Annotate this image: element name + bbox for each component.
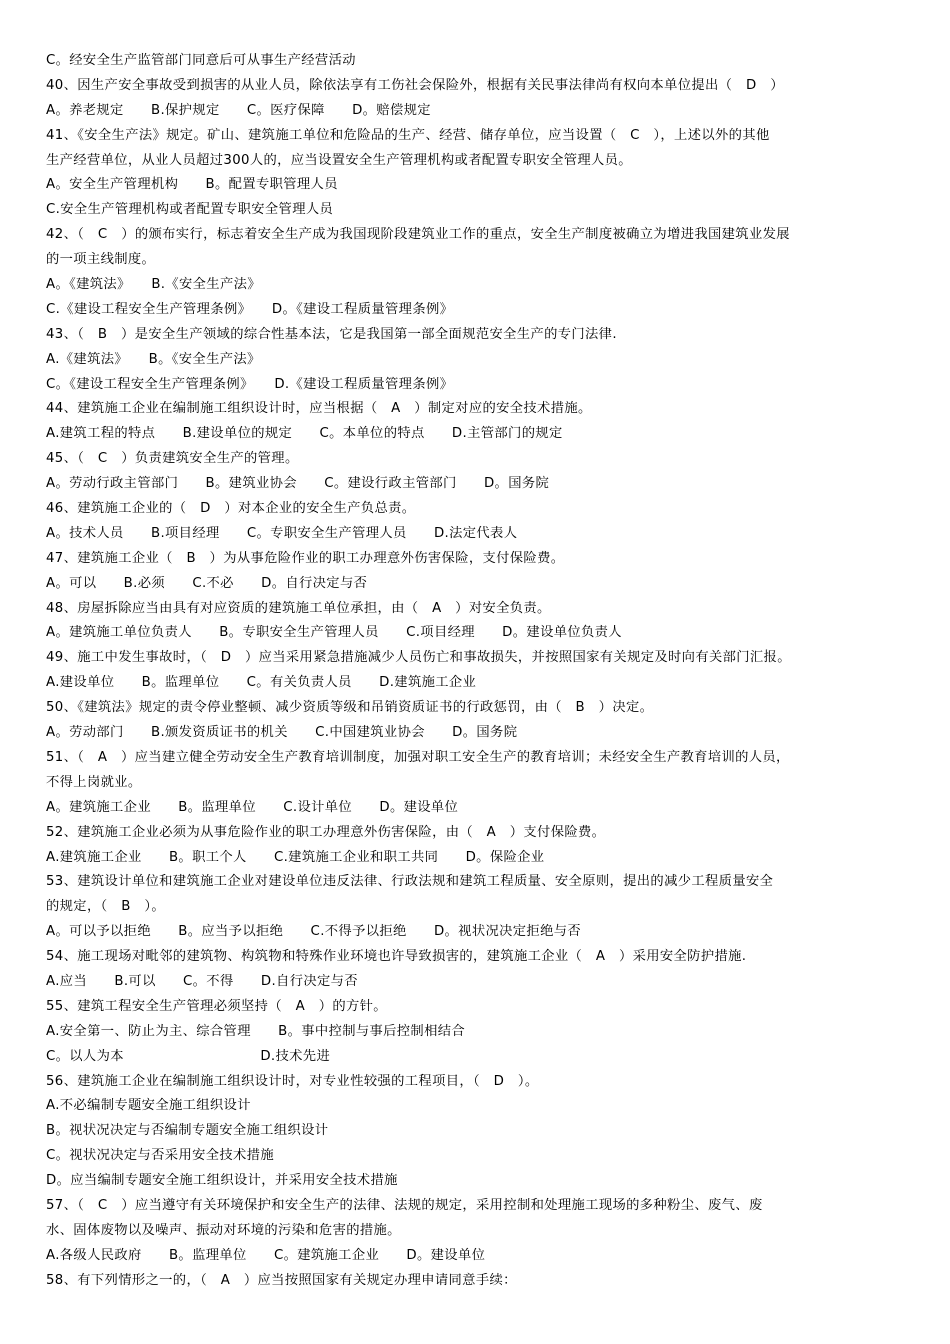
text-line: 58、有下列情形之一的，（ A ）应当按照国家有关规定办理申请同意手续： <box>46 1272 517 1288</box>
text-line: 48、房屋拆除应当由具有对应资质的建筑施工单位承担，由（ A ）对安全负责。 <box>46 600 551 616</box>
text-line: 40、因生产安全事故受到损害的从业人员，除依法享有工伤社会保险外，根据有关民事法律尚有权向本单位提出（ D ） <box>46 77 784 93</box>
text-line: 50、《建筑法》规定的责令停业整顿、减少资质等级和吊销资质证书的行政惩罚，由（ B ）决定。 <box>46 700 654 716</box>
text-line: B。视状况决定与否编制专题安全施工组织设计 <box>46 1123 329 1139</box>
text-line: A.安全第一、防止为主、综合管理 B。事中控制与事后控制相结合 <box>46 1023 466 1039</box>
text-line: 56、建筑施工企业在编制施工组织设计时，对专业性较强的工程项目，（ D ）。 <box>46 1073 539 1089</box>
text-line: A.不必编制专题安全施工组织设计 <box>46 1098 251 1114</box>
text-line: A。劳动部门 B.颁发资质证书的机关 C.中国建筑业协会 D。国务院 <box>46 725 518 741</box>
text-line: A.建设单位 B。监理单位 C。有关负责人员 D.建筑施工企业 <box>46 675 477 691</box>
text-line: A.各级人民政府 B。监理单位 C。建筑施工企业 D。建设单位 <box>46 1247 486 1263</box>
text-line: A。建筑施工单位负责人 B。专职安全生产管理人员 C.项目经理 D。建设单位负责人 <box>46 625 622 641</box>
text-line: C。《建设工程安全生产管理条例》 D.《建设工程质量管理条例》 <box>46 376 454 392</box>
text-line: 49、施工中发生事故时，（ D ）应当采用紧急措施减少人员伤亡和事故损失，并按照国家有关规定及时向有关部门汇报。 <box>46 650 791 666</box>
text-line: C.《建设工程安全生产管理条例》 D。《建设工程质量管理条例》 <box>46 301 454 317</box>
text-line: A。安全生产管理机构 B。配置专职管理人员 <box>46 177 338 193</box>
text-line: 53、建筑设计单位和建筑施工企业对建设单位违反法律、行政法规和建筑工程质量、安全原则，提出的减少工程质量安全 <box>46 874 774 890</box>
text-line: 43、（ B ）是安全生产领域的综合性基本法，它是我国第一部全面规范安全生产的专门法律. <box>46 326 617 342</box>
text-line: C.安全生产管理机构或者配置专职安全管理人员 <box>46 202 334 218</box>
text-line: A.《建筑法》 B。《安全生产法》 <box>46 351 261 367</box>
text-line: 不得上岗就业。 <box>46 774 142 790</box>
text-line: 42、（ C ）的颁布实行，标志着安全生产成为我国现阶段建筑业工作的重点，安全生产制度被确立为增进我国建筑业发展 <box>46 227 790 243</box>
text-line: A.建筑施工企业 B。职工个人 C.建筑施工企业和职工共同 D。保险企业 <box>46 849 545 865</box>
text-line: 57、（ C ）应当遵守有关环境保护和安全生产的法律、法规的规定，采用控制和处理施工现场的多种粉尘、废气、废 <box>46 1197 763 1213</box>
text-line: A。养老规定 B.保护规定 C。医疗保障 D。赔偿规定 <box>46 102 431 118</box>
text-line: A.建筑工程的特点 B.建设单位的规定 C。本单位的特点 D.主管部门的规定 <box>46 426 563 442</box>
text-line: 45、（ C ）负责建筑安全生产的管理。 <box>46 451 299 467</box>
text-line: 41、《安全生产法》规定。矿山、建筑施工单位和危险品的生产、经营、储存单位，应当设置（ C ），上述以外的其他 <box>46 127 770 143</box>
text-line: 的规定，（ B ）。 <box>46 899 165 915</box>
text-line: A。技术人员 B.项目经理 C。专职安全生产管理人员 D.法定代表人 <box>46 525 518 541</box>
text-line: 55、建筑工程安全生产管理必须坚持（ A ）的方针。 <box>46 998 387 1014</box>
text-line: C。经安全生产监管部门同意后可从事生产经营活动 <box>46 53 356 68</box>
text-line: 生产经营单位，从业人员超过300人的，应当设置安全生产管理机构或者配置专职安全管理人员。 <box>46 152 632 168</box>
text-line: 54、施工现场对毗邻的建筑物、构筑物和特殊作业环境也许导致损害的，建筑施工企业（ A ）采用安全防护措施. <box>46 949 747 965</box>
document-page <box>46 49 908 1294</box>
text-line: A。可以予以拒绝 B。应当予以拒绝 C.不得予以拒绝 D。视状况决定拒绝与否 <box>46 924 582 940</box>
text-line: 51、（ A ）应当建立健全劳动安全生产教育培训制度，加强对职工安全生产的教育培训；未经安全生产教育培训的人员， <box>46 749 790 765</box>
text-line: 的一项主线制度。 <box>46 252 156 268</box>
text-line: 47、建筑施工企业（ B ）为从事危险作业的职工办理意外伤害保险，支付保险费。 <box>46 550 565 566</box>
text-line: A。《建筑法》 B.《安全生产法》 <box>46 277 261 293</box>
text-line: 44、建筑施工企业在编制施工组织设计时，应当根据（ A ）制定对应的安全技术措施。 <box>46 401 592 417</box>
text-line: D。应当编制专题安全施工组织设计，并采用安全技术措施 <box>46 1173 398 1189</box>
text-line: A。建筑施工企业 B。监理单位 C.设计单位 D。建设单位 <box>46 799 459 815</box>
text-line: 52、建筑施工企业必须为从事危险作业的职工办理意外伤害保险，由（ A ）支付保险费。 <box>46 824 606 840</box>
text-line: 46、建筑施工企业的（ D ）对本企业的安全生产负总责。 <box>46 501 416 517</box>
text-line: A。劳动行政主管部门 B。建筑业协会 C。建设行政主管部门 D。国务院 <box>46 476 550 492</box>
text-line: C。以人为本 D.技术先进 <box>46 1048 331 1064</box>
text-line: 水、固体废物以及噪声、振动对环境的污染和危害的措施。 <box>46 1222 401 1238</box>
text-line: A。可以 B.必须 C.不必 D。自行决定与否 <box>46 575 368 591</box>
text-line: C。视状况决定与否采用安全技术措施 <box>46 1148 274 1164</box>
text-line: A.应当 B.可以 C。不得 D.自行决定与否 <box>46 973 358 989</box>
